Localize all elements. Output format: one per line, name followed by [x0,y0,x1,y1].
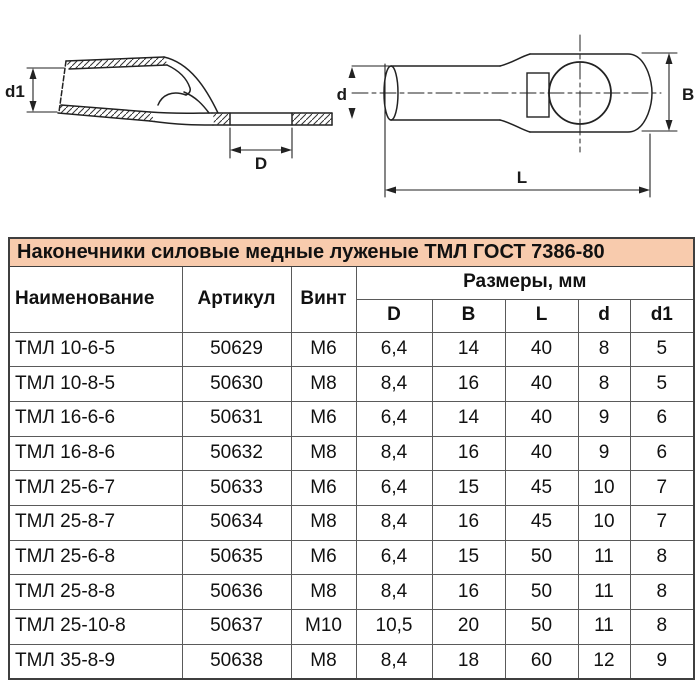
table-row [9,575,694,610]
cell-sku: 50637 [182,610,291,645]
cell-screw: М6 [291,401,356,436]
cell-sku: 50635 [182,540,291,575]
col-header-screw: Винт [291,266,356,332]
cell-sku: 50629 [182,332,291,367]
cell-sku: 50631 [182,401,291,436]
cell-screw: М6 [291,540,356,575]
cell-dim-D: 6,4 [356,332,432,367]
cell-screw: М8 [291,644,356,679]
cell-dim-L: 40 [505,401,578,436]
cell-dim-d: 9 [578,401,630,436]
col-header-dim-L: L [505,299,578,332]
table-row [9,367,694,402]
cell-dim-d1: 6 [630,436,694,471]
spec-table [8,237,695,680]
cell-dim-L: 50 [505,575,578,610]
cell-sku: 50634 [182,505,291,540]
table-row [9,436,694,471]
cell-dim-d: 8 [578,332,630,367]
cell-sku: 50636 [182,575,291,610]
cell-dim-D: 8,4 [356,505,432,540]
col-header-dims-group: Размеры, мм [356,266,694,299]
cell-name: ТМЛ 10-8-5 [9,367,182,402]
cell-dim-D: 8,4 [356,436,432,471]
cell-screw: М8 [291,436,356,471]
col-header-dim-d: d [578,299,630,332]
col-header-dim-d1: d1 [630,299,694,332]
cell-dim-B: 16 [432,505,505,540]
cell-dim-L: 40 [505,367,578,402]
cell-dim-D: 6,4 [356,471,432,506]
side-view-drawing [27,57,332,158]
technical-drawings [0,0,700,230]
dim-d1 [27,68,64,112]
cell-name: ТМЛ 25-8-7 [9,505,182,540]
dim-B [642,53,677,131]
cell-dim-D: 6,4 [356,401,432,436]
cell-dim-d1: 6 [630,401,694,436]
cell-dim-d1: 9 [630,644,694,679]
cell-dim-D: 8,4 [356,575,432,610]
cell-dim-L: 60 [505,644,578,679]
cell-dim-D: 6,4 [356,540,432,575]
cell-dim-D: 8,4 [356,644,432,679]
cell-dim-D: 8,4 [356,367,432,402]
cell-dim-d: 10 [578,505,630,540]
cell-name: ТМЛ 25-6-7 [9,471,182,506]
cell-name: ТМЛ 25-8-8 [9,575,182,610]
table-title: Наконечники силовые медные луженые ТМЛ ГОСТ 7386-80 [9,238,694,266]
cell-sku: 50632 [182,436,291,471]
label-d1: d1 [5,82,25,101]
cell-dim-d1: 8 [630,610,694,645]
cell-name: ТМЛ 25-6-8 [9,540,182,575]
col-header-dim-B: B [432,299,505,332]
cell-sku: 50630 [182,367,291,402]
cell-dim-B: 15 [432,540,505,575]
cell-dim-B: 18 [432,644,505,679]
cell-dim-B: 20 [432,610,505,645]
cell-dim-B: 16 [432,367,505,402]
cell-screw: М6 [291,332,356,367]
cell-dim-d: 8 [578,367,630,402]
cell-sku: 50633 [182,471,291,506]
cell-dim-d: 12 [578,644,630,679]
col-header-sku: Артикул [182,266,291,332]
table-row [9,471,694,506]
cell-dim-B: 15 [432,471,505,506]
table-row [9,505,694,540]
cell-dim-d1: 7 [630,471,694,506]
table-row [9,610,694,645]
cell-dim-L: 40 [505,436,578,471]
label-B: B [682,85,695,104]
cell-dim-d: 9 [578,436,630,471]
cell-name: ТМЛ 35-8-9 [9,644,182,679]
label-D: D [254,154,268,173]
cell-screw: М8 [291,367,356,402]
cell-dim-d1: 8 [630,540,694,575]
col-header-dim-D: D [356,299,432,332]
cell-sku: 50638 [182,644,291,679]
cell-name: ТМЛ 10-6-5 [9,332,182,367]
cell-screw: М8 [291,575,356,610]
cell-dim-B: 14 [432,401,505,436]
table-row [9,540,694,575]
cell-dim-d: 11 [578,610,630,645]
col-header-name: Наименование [9,266,182,332]
cell-dim-B: 16 [432,575,505,610]
cell-dim-d: 11 [578,540,630,575]
cell-screw: М8 [291,505,356,540]
cell-dim-d1: 7 [630,505,694,540]
cell-dim-L: 45 [505,471,578,506]
table-row [9,401,694,436]
label-L: L [516,168,528,187]
cell-dim-d1: 5 [630,332,694,367]
table-row [9,332,694,367]
cell-screw: М10 [291,610,356,645]
cell-screw: М6 [291,471,356,506]
cell-dim-D: 10,5 [356,610,432,645]
cell-dim-L: 40 [505,332,578,367]
cell-dim-d1: 8 [630,575,694,610]
cell-name: ТМЛ 16-6-6 [9,401,182,436]
top-view-drawing [349,35,678,197]
cell-dim-B: 16 [432,436,505,471]
cell-dim-L: 45 [505,505,578,540]
cell-name: ТМЛ 25-10-8 [9,610,182,645]
cell-dim-L: 50 [505,610,578,645]
cell-dim-B: 14 [432,332,505,367]
cell-dim-d: 10 [578,471,630,506]
label-d: d [336,85,347,104]
cell-dim-d1: 5 [630,367,694,402]
cell-name: ТМЛ 16-8-6 [9,436,182,471]
cell-dim-d: 11 [578,575,630,610]
lug-drawing-svg [0,0,700,230]
table-row [9,644,694,679]
cell-dim-L: 50 [505,540,578,575]
